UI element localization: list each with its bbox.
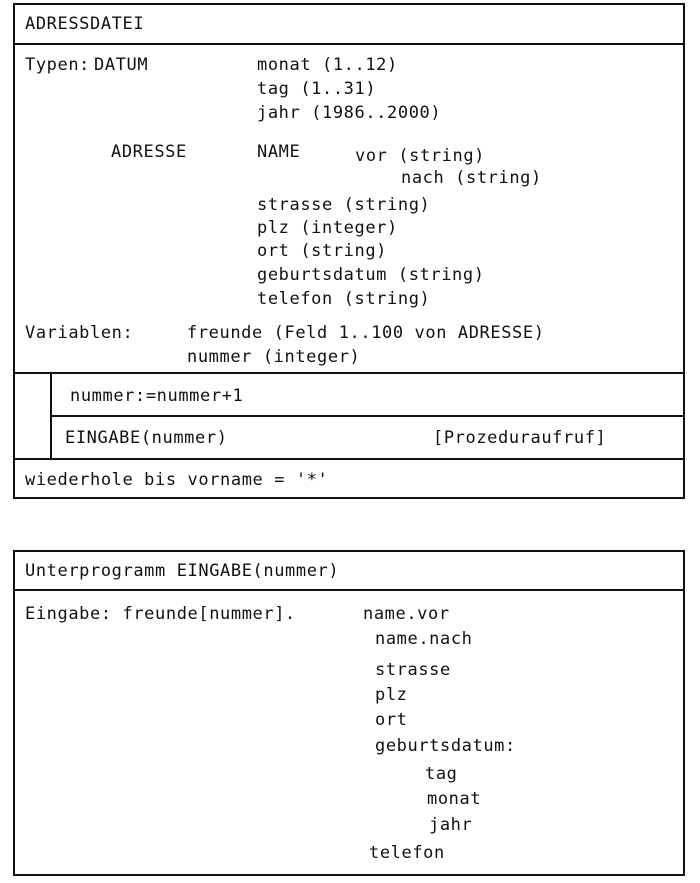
loop-inner-divider xyxy=(50,415,683,417)
adresse-field-geburtsdatum: geburtsdatum (string) xyxy=(257,265,485,285)
loop-bottom-divider xyxy=(15,458,683,460)
adresse-field-ort: ort (string) xyxy=(257,241,388,261)
input-field-plz: plz xyxy=(375,685,408,705)
types-label: Typen: xyxy=(25,55,91,75)
input-field-ort: ort xyxy=(375,710,408,730)
datum-type-name: DATUM xyxy=(94,55,149,75)
main-program-box xyxy=(13,3,685,499)
variable-freunde: freunde (Feld 1..100 von ADRESSE) xyxy=(187,323,545,343)
variable-nummer: nummer (integer) xyxy=(187,347,361,367)
assign-statement: nummer:=nummer+1 xyxy=(70,386,244,406)
adresse-type-name: ADRESSE xyxy=(111,142,187,162)
input-field-name-nach: name.nach xyxy=(375,629,473,649)
date-part-tag: tag xyxy=(425,764,458,784)
datum-field-tag: tag (1..31) xyxy=(257,79,377,99)
call-note: [Prozeduraufruf] xyxy=(433,428,607,448)
date-part-monat: monat xyxy=(427,789,482,809)
input-field-strasse: strasse xyxy=(375,660,451,680)
variables-label: Variablen: xyxy=(25,323,134,343)
call-statement: EINGABE(nummer) xyxy=(65,428,228,448)
name-part-nach: nach (string) xyxy=(401,168,542,188)
date-part-jahr: jahr xyxy=(429,815,473,835)
input-field-name-vor: name.vor xyxy=(363,604,450,624)
name-part-vor: vor (string) xyxy=(355,146,486,166)
adresse-field-plz: plz (integer) xyxy=(257,218,398,238)
subroutine-box xyxy=(13,550,685,876)
adresse-field-strasse: strasse (string) xyxy=(257,195,431,215)
input-prefix: Eingabe: freunde[nummer]. xyxy=(25,604,296,624)
title-divider xyxy=(15,43,683,45)
subroutine-title-divider xyxy=(15,589,683,591)
input-field-telefon: telefon xyxy=(369,843,445,863)
adresse-field-telefon: telefon (string) xyxy=(257,289,431,309)
variables-divider xyxy=(15,372,683,374)
main-title: ADRESSDATEI xyxy=(25,14,145,34)
loop-condition: wiederhole bis vorname = '*' xyxy=(25,470,329,490)
datum-field-jahr: jahr (1986..2000) xyxy=(257,103,442,123)
adresse-name-field: NAME xyxy=(257,142,301,162)
subroutine-title: Unterprogramm EINGABE(nummer) xyxy=(25,561,340,581)
input-field-geburtsdatum: geburtsdatum: xyxy=(375,736,516,756)
datum-field-monat: monat (1..12) xyxy=(257,55,398,75)
